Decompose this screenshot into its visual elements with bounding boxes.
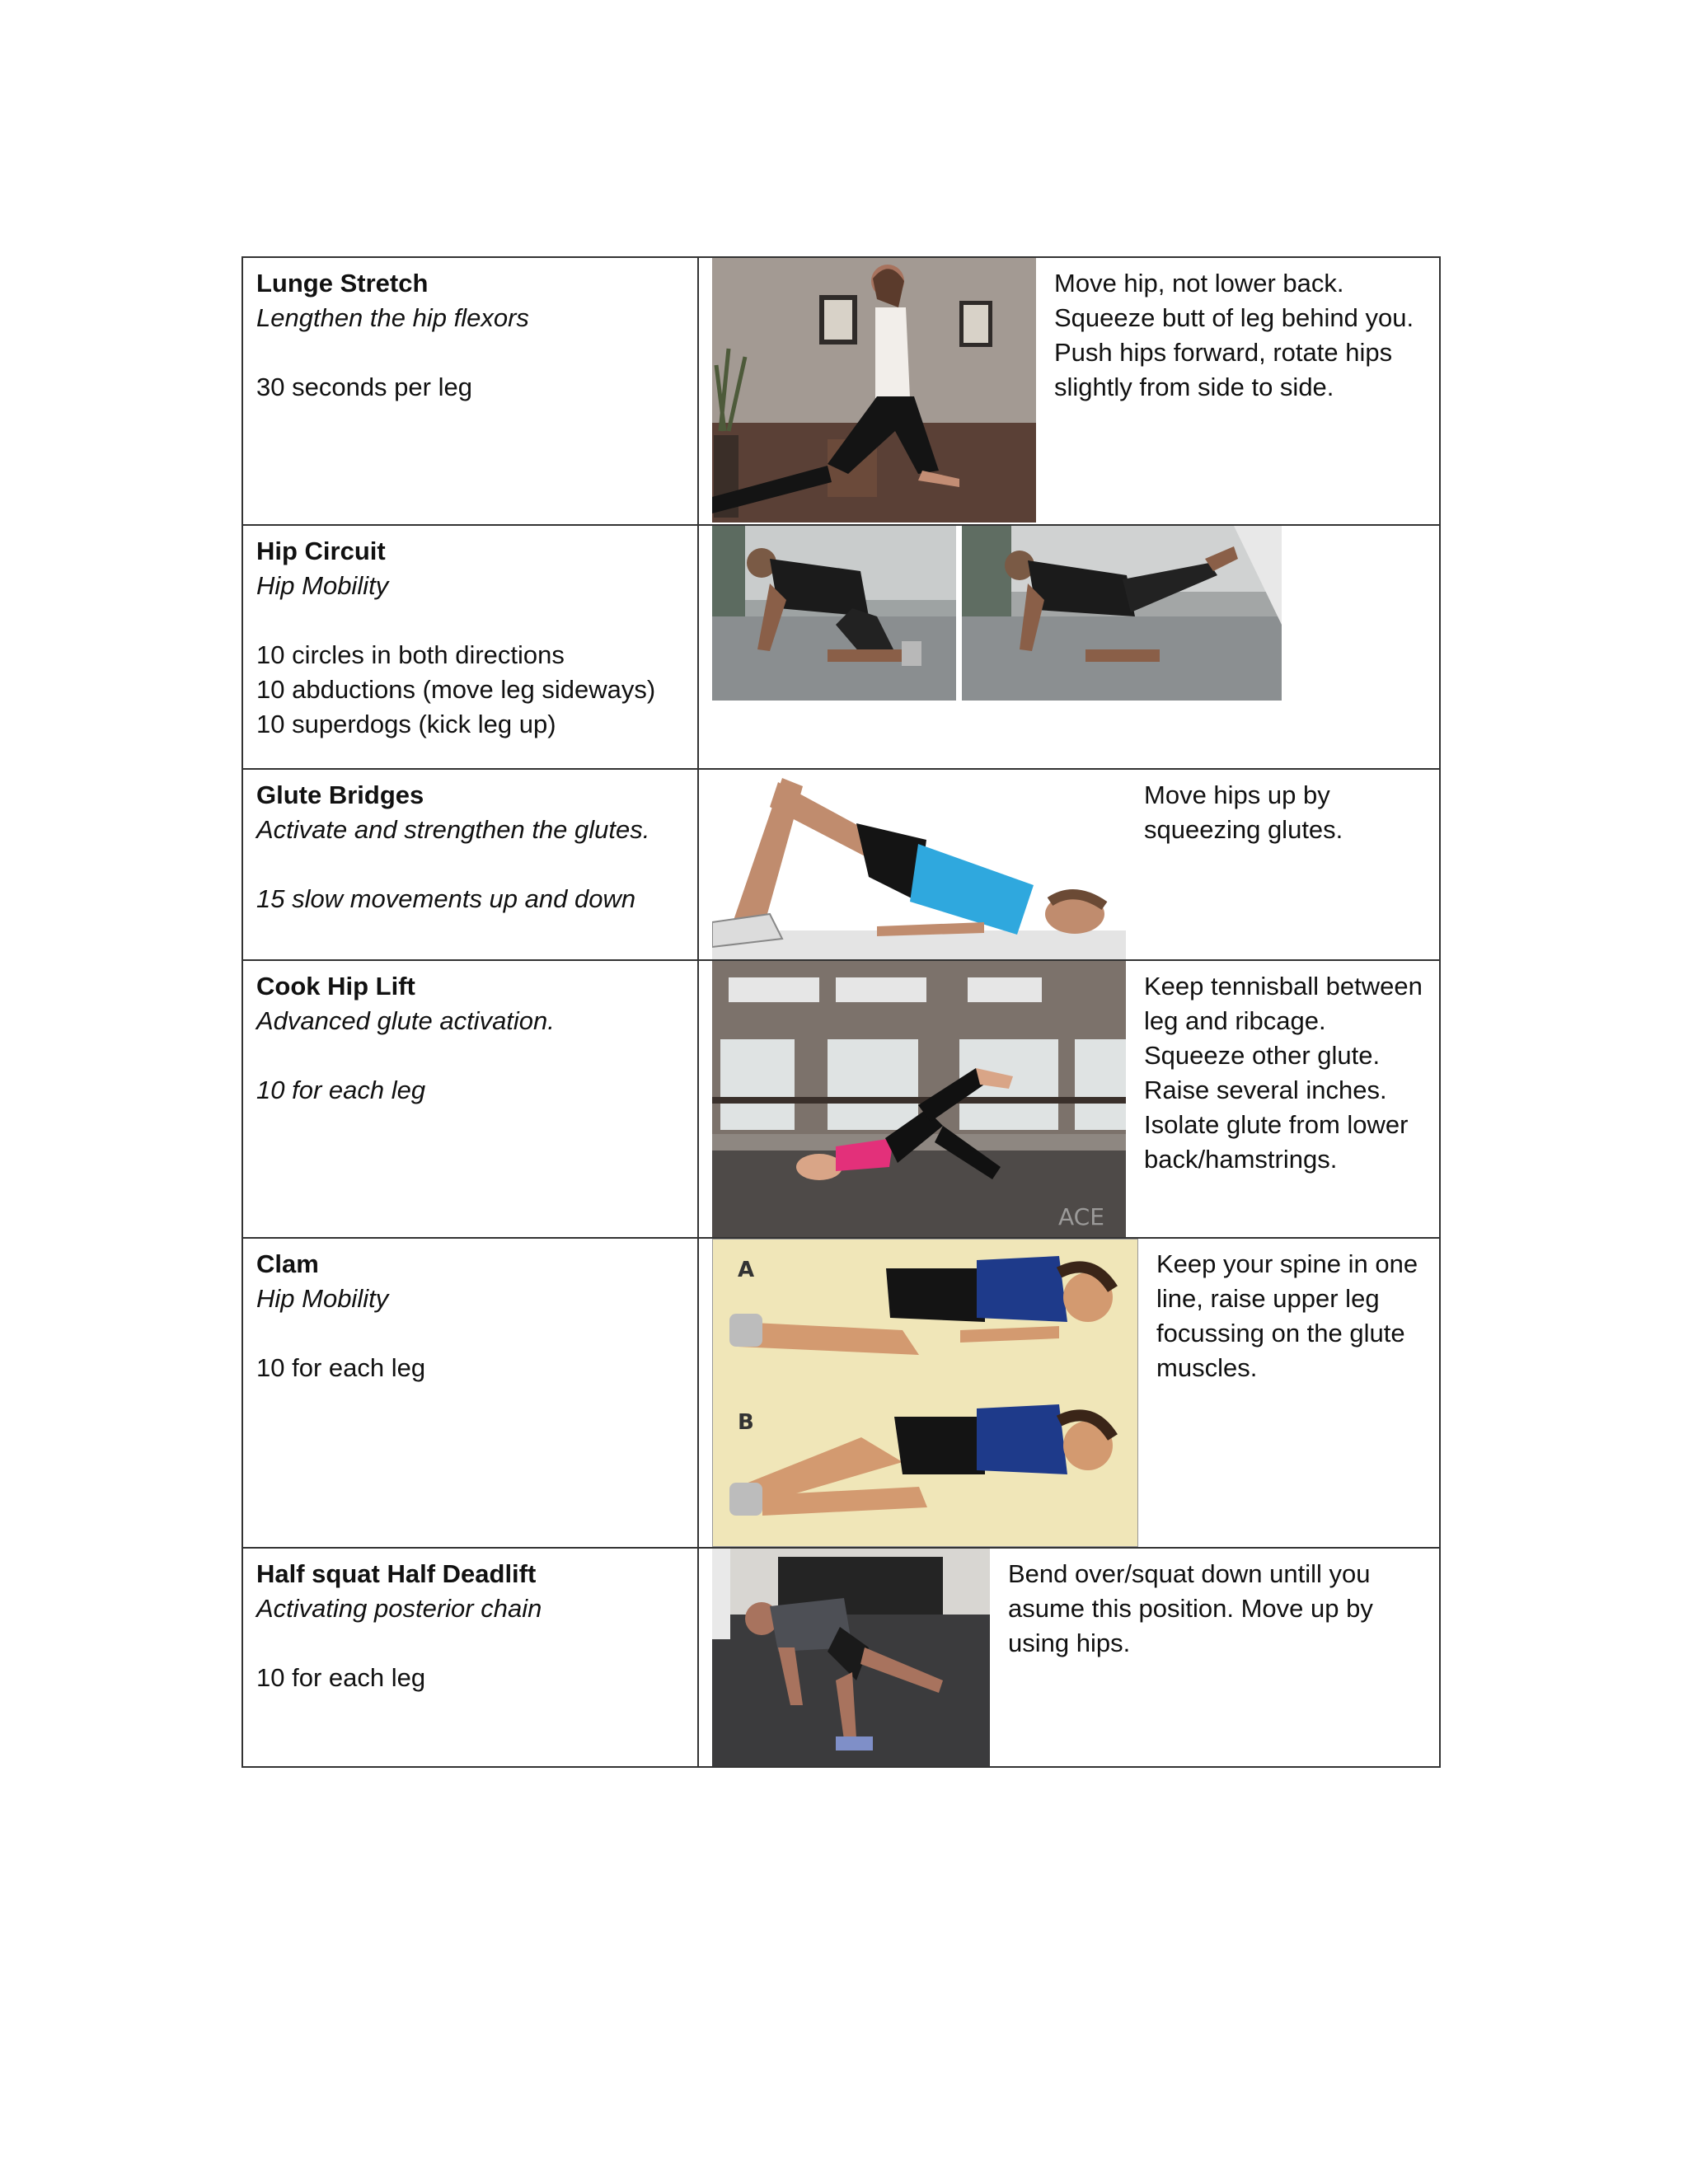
clam-photo bbox=[712, 1239, 1138, 1547]
hip-circle-photo bbox=[712, 526, 956, 701]
exercise-info bbox=[243, 258, 699, 524]
exercise-note: Bend over/squat down untill you asume this position. Move up by using hips. bbox=[1008, 1559, 1373, 1657]
exercise-row-glute-bridges bbox=[243, 768, 1439, 959]
exercise-info bbox=[243, 961, 699, 1237]
exercise-info bbox=[243, 526, 699, 768]
exercise-title: Cook Hip Lift bbox=[256, 972, 415, 1001]
exercise-row-clam bbox=[243, 1237, 1439, 1547]
exercise-table bbox=[241, 256, 1441, 1768]
exercise-title: Lunge Stretch bbox=[256, 269, 429, 298]
exercise-title: Half squat Half Deadlift bbox=[256, 1559, 537, 1588]
exercise-media bbox=[699, 258, 1439, 524]
exercise-subtitle: Advanced glute activation. bbox=[256, 1006, 555, 1035]
exercise-title: Hip Circuit bbox=[256, 537, 386, 565]
exercise-media bbox=[699, 1239, 1439, 1547]
exercise-subtitle: Activating posterior chain bbox=[256, 1594, 542, 1623]
cook-hip-lift-photo bbox=[712, 961, 1126, 1237]
exercise-subtitle: Activate and strengthen the glutes. bbox=[256, 815, 650, 844]
exercise-row-hip-circuit bbox=[243, 524, 1439, 768]
exercise-reps: 10 for each leg bbox=[256, 1353, 426, 1382]
exercise-title: Glute Bridges bbox=[256, 780, 424, 809]
exercise-subtitle: Lengthen the hip flexors bbox=[256, 303, 529, 332]
exercise-reps: 10 superdogs (kick leg up) bbox=[256, 710, 556, 738]
exercise-note: Keep your spine in one line, raise upper leg focussing on the glute muscles. bbox=[1156, 1249, 1418, 1382]
exercise-media bbox=[699, 770, 1439, 959]
photo-label-a: A bbox=[738, 1258, 755, 1282]
exercise-reps: 10 for each leg bbox=[256, 1663, 426, 1692]
exercise-row-lunge-stretch bbox=[243, 258, 1439, 524]
exercise-info bbox=[243, 1549, 699, 1766]
exercise-reps: 10 circles in both directions bbox=[256, 640, 565, 669]
exercise-media bbox=[699, 1549, 1439, 1766]
exercise-info bbox=[243, 770, 699, 959]
lunge-stretch-photo bbox=[712, 258, 1036, 523]
exercise-reps: 10 for each leg bbox=[256, 1076, 426, 1104]
exercise-title: Clam bbox=[256, 1249, 319, 1278]
exercise-media bbox=[699, 961, 1439, 1237]
exercise-note: Keep tennisball between leg and ribcage. Squeeze other glute. Raise several inches. Isolate glute from lower back/hamstrings. bbox=[1144, 972, 1423, 1174]
exercise-note: Move hips up by squeezing glutes. bbox=[1144, 780, 1343, 844]
photo-label-b: B bbox=[738, 1410, 754, 1435]
half-deadlift-photo bbox=[712, 1549, 990, 1766]
exercise-media bbox=[699, 526, 1439, 768]
exercise-reps: 15 slow movements up and down bbox=[256, 884, 636, 913]
exercise-subtitle: Hip Mobility bbox=[256, 571, 389, 600]
exercise-reps: 10 abductions (move leg sideways) bbox=[256, 675, 656, 704]
glute-bridge-photo bbox=[712, 770, 1126, 959]
superdog-photo bbox=[962, 526, 1282, 701]
exercise-reps: 30 seconds per leg bbox=[256, 373, 472, 401]
exercise-note: Move hip, not lower back. Squeeze butt of leg behind you. Push hips forward, rotate hips slightly from side to side. bbox=[1054, 269, 1414, 401]
exercise-subtitle: Hip Mobility bbox=[256, 1284, 389, 1313]
exercise-info bbox=[243, 1239, 699, 1547]
exercise-row-cook-hip-lift bbox=[243, 959, 1439, 1237]
exercise-row-half-squat-half-deadlift bbox=[243, 1547, 1439, 1766]
svg-text:ACE: ACE bbox=[1058, 1203, 1104, 1230]
exercise-note bbox=[1282, 526, 1310, 768]
